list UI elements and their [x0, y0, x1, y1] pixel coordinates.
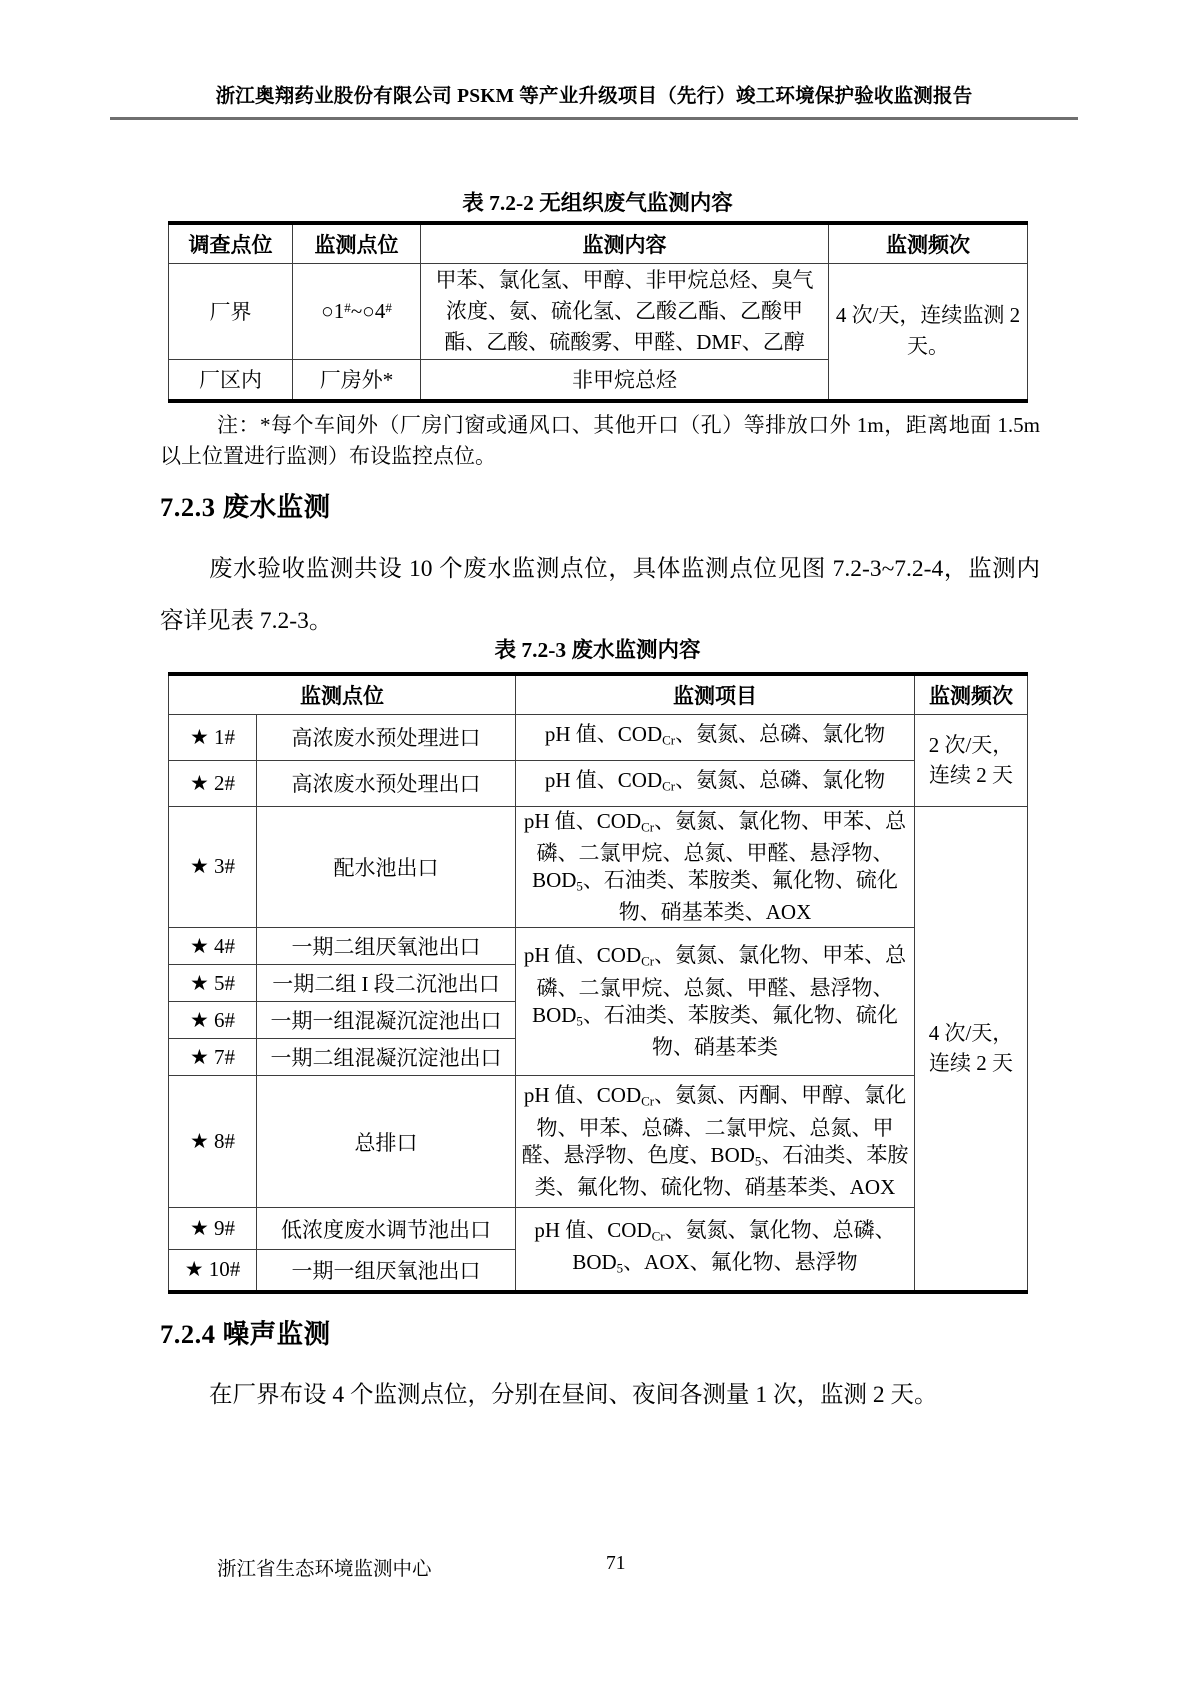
gas-monitoring-table: [168, 221, 1028, 403]
wastewater-paragraph: 废水验收监测共设 10 个废水监测点位，具体监测点位见图 7.2-3~7.2-4，监测内容详见表 7.2-3。: [160, 556, 1040, 634]
document-header-title: 浙江奥翔药业股份有限公司 PSKM 等产业升级项目（先行）竣工环境保护验收监测报告: [215, 86, 973, 107]
wastewater-monitoring-table: [168, 672, 1028, 1294]
ww-point-id: ★ 9#: [169, 1208, 257, 1250]
gas-col-frequency: 监测频次: [829, 223, 1028, 263]
ww-point-id: ★ 3#: [169, 806, 257, 928]
ww-table-header-row: [169, 674, 1028, 714]
gas-content: 非甲烷总烃: [421, 359, 829, 401]
ww-point-name: 一期二组厌氧池出口: [257, 928, 516, 965]
table-row: [169, 806, 1028, 928]
table-row: [169, 1208, 1028, 1250]
gas-survey-point: 厂区内: [169, 359, 293, 401]
ww-items: pH 值、$COD_{Cr}$、氨氮、氯化物、甲苯、总磷、二氯甲烷、总氮、甲醛、悬浮物、$BOD_5$、石油类、苯胺类、氟化物、硫化物、硝基苯类: [516, 928, 915, 1076]
gas-table-note: 注：*每个车间外（厂房门窗或通风口、其他开口（孔）等排放口外 1m，距离地面 1.5m 以上位置进行监测）布设监控点位。: [160, 413, 1040, 468]
ww-point-name: 一期二组 I 段二沉池出口: [257, 965, 516, 1002]
gas-monitor-point: 厂房外*: [293, 359, 421, 401]
table-row: [169, 714, 1028, 760]
gas-col-content: 监测内容: [421, 223, 829, 263]
ww-col-frequency: 监测频次: [915, 674, 1028, 714]
ww-frequency: 4 次/天，连续 2 天: [915, 806, 1028, 1292]
ww-point-name: 高浓废水预处理出口: [257, 760, 516, 806]
ww-point-name: 一期二组混凝沉淀池出口: [257, 1039, 516, 1076]
ww-point-name: 高浓废水预处理进口: [257, 714, 516, 760]
gas-survey-point: 厂界: [169, 263, 293, 359]
ww-col-items: 监测项目: [516, 674, 915, 714]
ww-col-monitor-point: 监测点位: [169, 674, 516, 714]
table-row: [169, 928, 1028, 965]
section-heading-wastewater: 7.2.3 废水监测: [160, 492, 331, 522]
wastewater-table-caption: 表 7.2-3 废水监测内容: [494, 638, 701, 662]
ww-items: pH 值、$COD_{Cr}$、氨氮、丙酮、甲醇、氯化物、甲苯、总磷、二氯甲烷、总氮、甲醛、悬浮物、色度、$BOD_5$、石油类、苯胺类、氟化物、硫化物、硝基苯类、AOX: [516, 1076, 915, 1208]
ww-point-name: 总排口: [257, 1076, 516, 1208]
ww-point-id: ★ 7#: [169, 1039, 257, 1076]
ww-point-name: 低浓度废水调节池出口: [257, 1208, 516, 1250]
ww-point-id: ★ 1#: [169, 714, 257, 760]
section-heading-noise: 7.2.4 噪声监测: [160, 1319, 331, 1349]
ww-point-id: ★ 4#: [169, 928, 257, 965]
gas-table-header-row: [169, 223, 1028, 263]
gas-content: 甲苯、氯化氢、甲醇、非甲烷总烃、臭气浓度、氨、硫化氢、乙酸乙酯、乙酸甲酯、乙酸、硫酸雾、甲醛、DMF、乙醇: [421, 263, 829, 359]
ww-point-name: 配水池出口: [257, 806, 516, 928]
footer-organization: 浙江省生态环境监测中心: [217, 1559, 432, 1580]
ww-point-id: ★ 6#: [169, 1002, 257, 1039]
ww-point-id: ★ 2#: [169, 760, 257, 806]
ww-frequency: 2 次/天，连续 2 天: [915, 714, 1028, 806]
footer-page-number: 71: [606, 1553, 626, 1574]
ww-items: pH 值、$COD_{Cr}$、氨氮、氯化物、甲苯、总磷、二氯甲烷、总氮、甲醛、悬浮物、$BOD_5$、石油类、苯胺类、氟化物、硫化物、硝基苯类、AOX: [516, 806, 915, 928]
gas-table-caption: 表 7.2-2 无组织废气监测内容: [462, 191, 733, 215]
table-row: [169, 263, 1028, 359]
table-row: [169, 1076, 1028, 1208]
ww-point-id: ★ 10#: [169, 1250, 257, 1292]
ww-items: pH 值、$COD_{Cr}$、氨氮、总磷、氯化物: [516, 760, 915, 806]
ww-point-id: ★ 8#: [169, 1076, 257, 1208]
table-row: [169, 760, 1028, 806]
ww-items: pH 值、$COD_{Cr}$、氨氮、总磷、氯化物: [516, 714, 915, 760]
gas-frequency: 4 次/天，连续监测 2 天。: [829, 263, 1028, 401]
ww-point-name: 一期一组混凝沉淀池出口: [257, 1002, 516, 1039]
gas-col-survey-point: 调查点位: [169, 223, 293, 263]
gas-col-monitor-point: 监测点位: [293, 223, 421, 263]
ww-items: pH 值、$COD_{Cr}$、氨氮、氯化物、总磷、$BOD_5$、AOX、氟化物、悬浮物: [516, 1208, 915, 1292]
document-header: [110, 80, 1078, 120]
ww-point-name: 一期一组厌氧池出口: [257, 1250, 516, 1292]
noise-paragraph: 在厂界布设 4 个监测点位，分别在昼间、夜间各测量 1 次，监测 2 天。: [209, 1382, 938, 1408]
ww-point-id: ★ 5#: [169, 965, 257, 1002]
gas-monitor-point: ○1#~○4#: [293, 263, 421, 359]
